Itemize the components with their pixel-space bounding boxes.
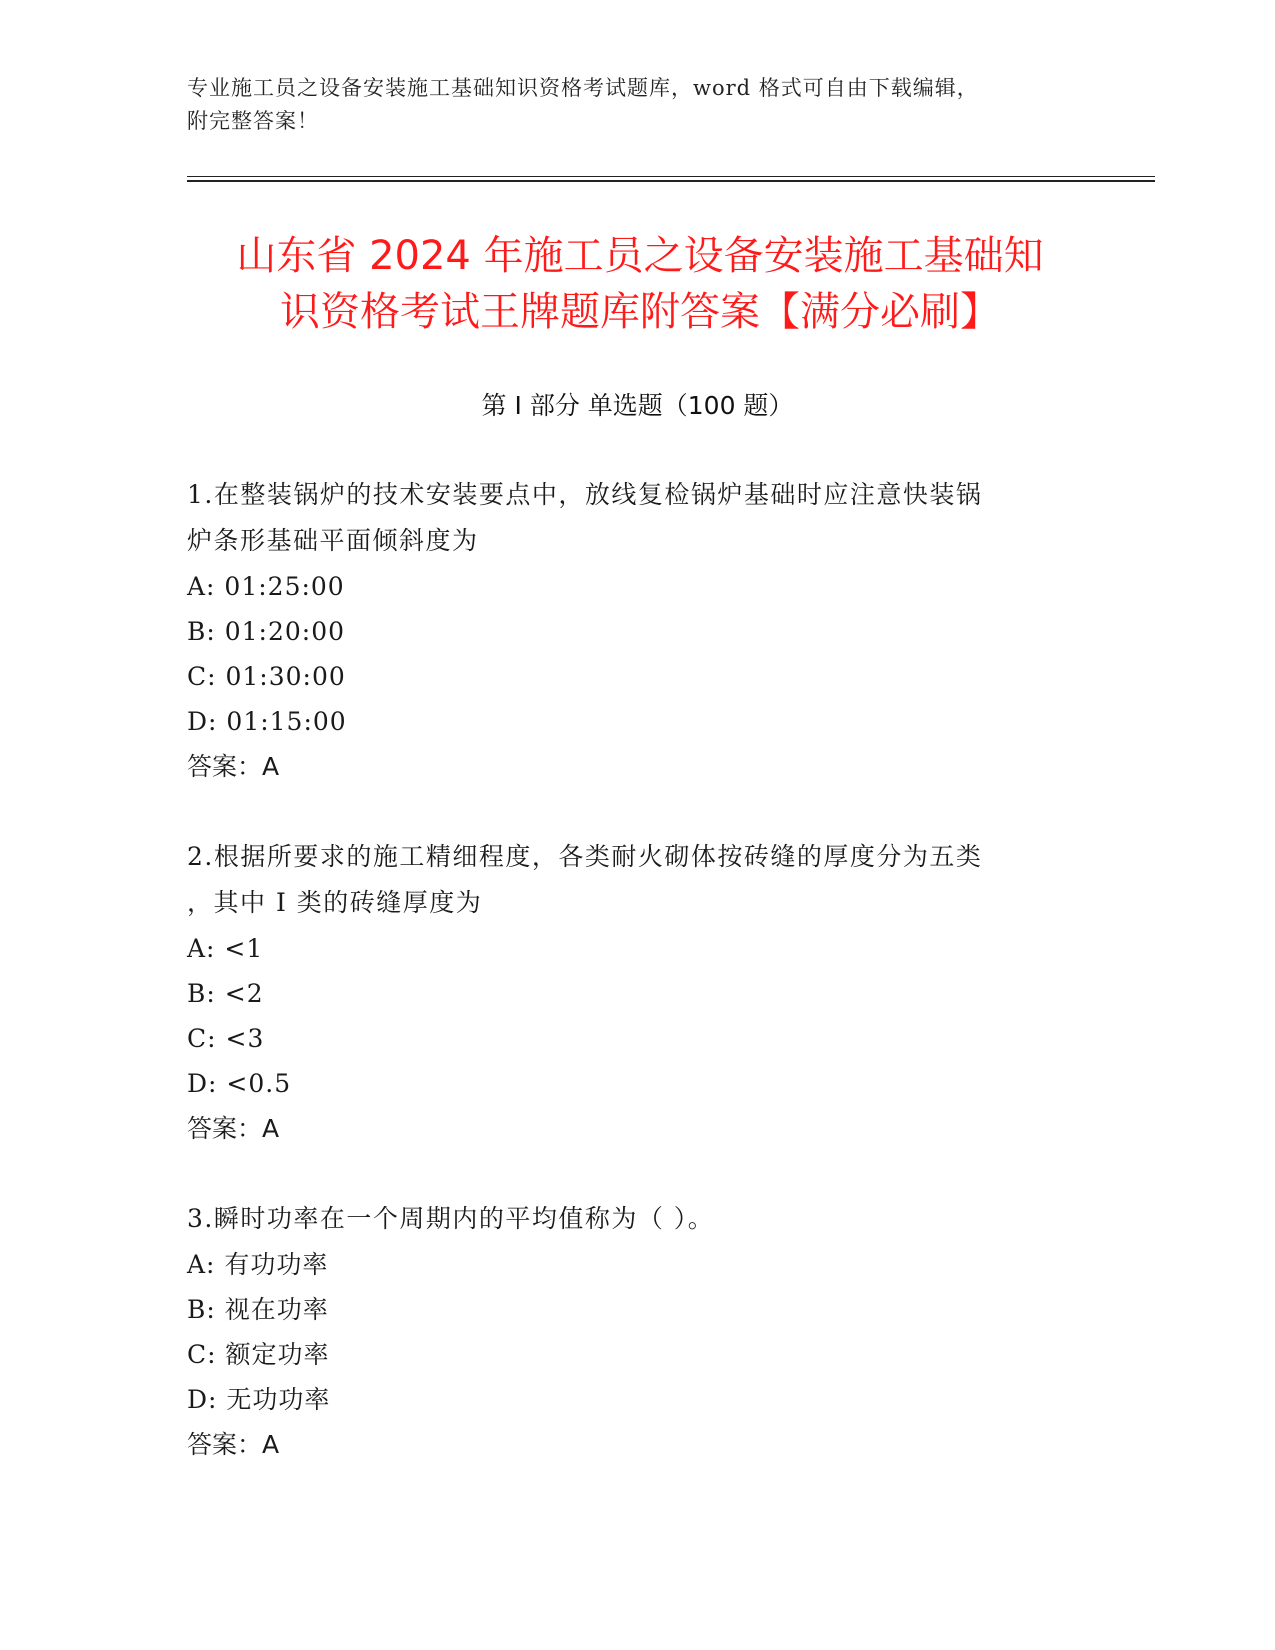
- section-heading: 第 I 部分 单选题（100 题）: [481, 391, 794, 420]
- question-2: [187, 834, 1067, 1151]
- option-d: D: <0.5: [187, 1069, 292, 1098]
- option-b: B: <2: [187, 979, 264, 1008]
- question-1: [187, 472, 1067, 789]
- question-text-line: 2.根据所要求的施工精细程度，各类耐火砌体按砖缝的厚度分为五类: [187, 842, 983, 871]
- header-line-1: 专业施工员之设备安装施工基础知识资格考试题库，word 格式可自由下载编辑，: [187, 76, 979, 100]
- document-header: [187, 72, 1087, 138]
- question-list: [187, 472, 1067, 1512]
- header-divider-thin: [187, 176, 1155, 177]
- answer: 答案：A: [187, 1430, 280, 1459]
- option-a: A: 01:25:00: [187, 572, 345, 601]
- option-a: A: <1: [187, 934, 264, 963]
- answer: 答案：A: [187, 1114, 280, 1143]
- answer: 答案：A: [187, 752, 280, 781]
- option-c: C: 01:30:00: [187, 662, 346, 691]
- question-text-line: 炉条形基础平面倾斜度为: [187, 526, 479, 555]
- option-d: D: 无功功率: [187, 1385, 331, 1414]
- option-c: C: <3: [187, 1024, 265, 1053]
- title-line-1: 山东省 2024 年施工员之设备安装施工基础知: [236, 233, 1044, 279]
- header-divider-thick: [187, 180, 1155, 182]
- option-d: D: 01:15:00: [187, 707, 347, 736]
- header-line-2: 附完整答案！: [187, 109, 319, 133]
- option-c: C: 额定功率: [187, 1340, 330, 1369]
- question-text-line: 3.瞬时功率在一个周期内的平均值称为（ ）。: [187, 1204, 715, 1233]
- question-3: [187, 1196, 1067, 1467]
- option-b: B: 01:20:00: [187, 617, 346, 646]
- option-b: B: 视在功率: [187, 1295, 329, 1324]
- question-text-line: ，其中 I 类的砖缝厚度为: [187, 888, 483, 917]
- question-text-line: 1.在整装锅炉的技术安装要点中，放线复检锅炉基础时应注意快装锅: [187, 480, 983, 509]
- document-title: [180, 228, 1100, 340]
- option-a: A: 有功功率: [187, 1250, 329, 1279]
- title-line-2: 识资格考试王牌题库附答案【满分必刷】: [280, 289, 1000, 335]
